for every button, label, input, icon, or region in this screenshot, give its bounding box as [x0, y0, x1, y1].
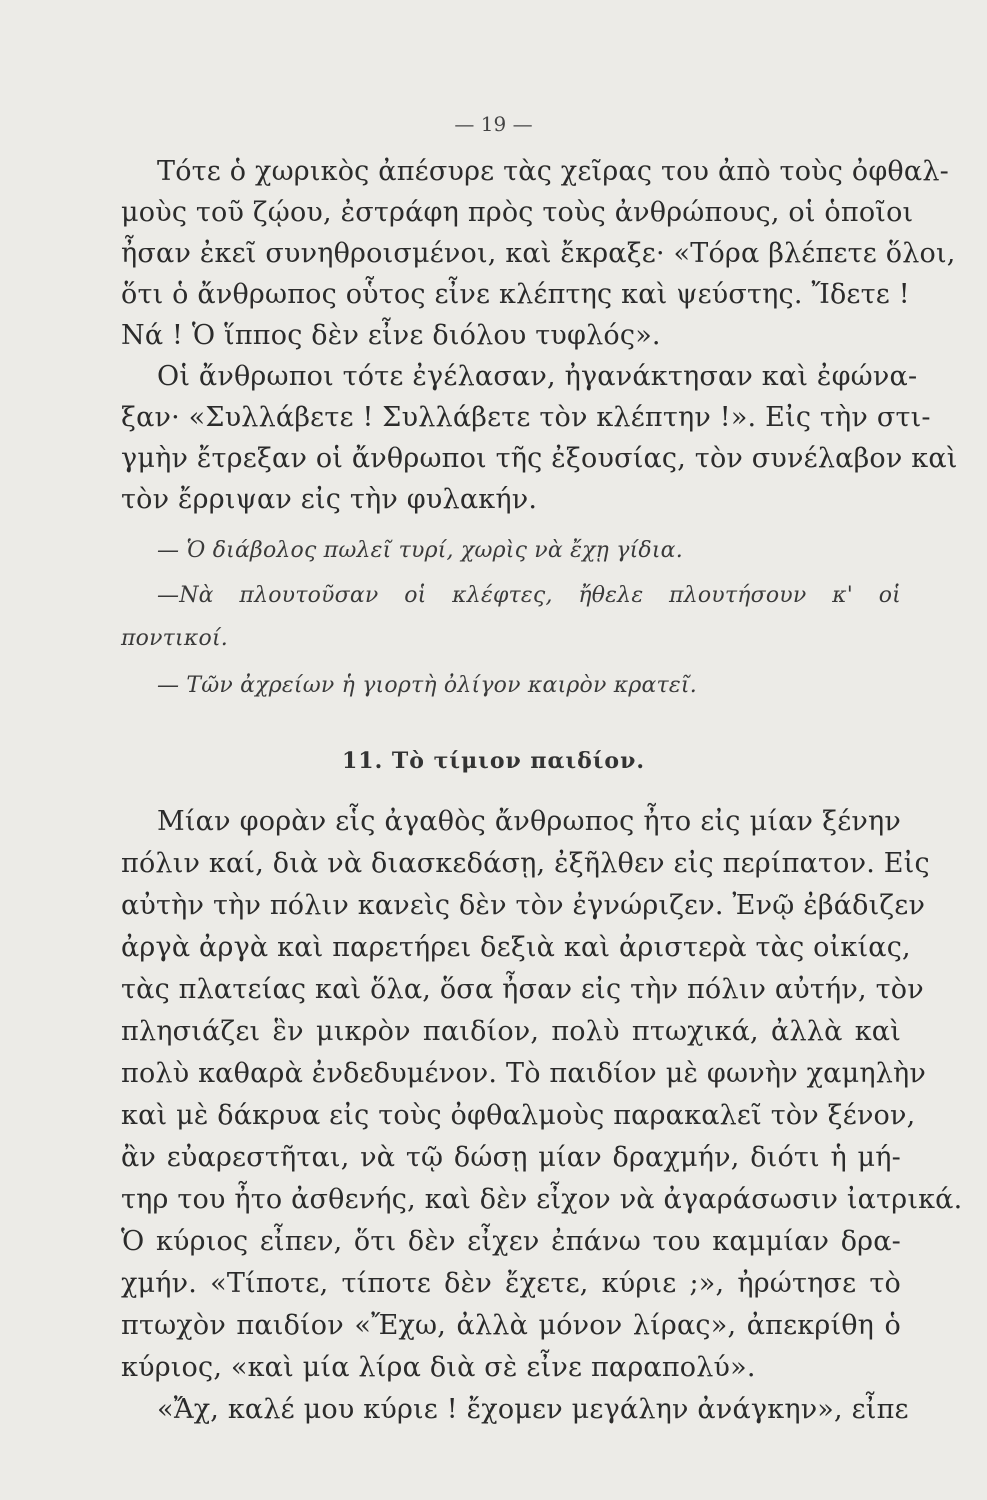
text-line: τηρ του ἦτο ἀσθενής, καὶ δὲν εἶχον νὰ ἀγαράσωσιν ἰατρικά.	[121, 1184, 963, 1215]
text-line: τὸν ἔρριψαν εἰς τὴν φυλακήν.	[121, 484, 538, 515]
text-line: πλησιάζει ἓν μικρὸν παιδίον, πολὺ πτωχικά, ἀλλὰ καὶ	[121, 1016, 901, 1047]
text-line: ἦσαν ἐκεῖ συνηθροισμένοι, καὶ ἔκραξε· «Τόρα βλέπετε ὅλοι,	[121, 238, 956, 269]
page-number: — 19 —	[454, 112, 533, 136]
text-line: πτωχὸν παιδίον «Ἔχω, ἀλλὰ μόνον λίρας», ἀπεκρίθη ὁ	[121, 1310, 901, 1341]
text-line: ὅτι ὁ ἄνθρωπος οὗτος εἶνε κλέπτης καὶ ψεύστης. Ἴδετε !	[121, 279, 910, 310]
text-line: Ὁ κύριος εἶπεν, ὅτι δὲν εἶχεν ἐπάνω του καμμίαν δρα-	[121, 1226, 901, 1257]
text-line: Νά ! Ὁ ἵππος δὲν εἶνε διόλου τυφλός».	[121, 320, 661, 351]
section-heading: 11. Τὸ τίμιον παιδίον.	[341, 748, 646, 774]
proverb-line: —Νὰ πλουτοῦσαν οἱ κλέφτες, ἤθελε πλουτήσουν κ' οἱ	[157, 583, 901, 608]
text-line: χμήν. «Τίποτε, τίποτε δὲν ἔχετε, κύριε ;», ἠρώτησε τὸ	[121, 1268, 901, 1299]
text-line: «Ἄχ, καλέ μου κύριε ! ἔχομεν μεγάλην ἀνάγκην», εἶπε	[157, 1394, 909, 1425]
text-line: ξαν· «Συλλάβετε ! Συλλάβετε τὸν κλέπτην !». Εἰς τὴν στι-	[121, 402, 931, 433]
text-line: ἂν εὐαρεστῆται, νὰ τῷ δώσῃ μίαν δραχμήν, διότι ἡ μή-	[121, 1142, 901, 1173]
text-line: πολὺ καθαρὰ ἐνδεδυμένον. Τὸ παιδίον μὲ φωνὴν χαμηλὴν	[121, 1058, 927, 1089]
proverb-line: — Τῶν ἀχρείων ἡ γιορτὴ ὀλίγον καιρὸν κρατεῖ.	[157, 673, 697, 698]
text-line: κύριος, «καὶ μία λίρα διὰ σὲ εἶνε παραπολύ».	[121, 1352, 756, 1383]
text-line: γμὴν ἔτρεξαν οἱ ἄνθρωποι τῆς ἐξουσίας, τὸν συνέλαβον καὶ	[121, 443, 958, 474]
text-line: Τότε ὁ χωρικὸς ἀπέσυρε τὰς χεῖρας του ἀπὸ τοὺς ὀφθαλ-	[157, 156, 949, 187]
text-line: Οἱ ἄνθρωποι τότε ἐγέλασαν, ἠγανάκτησαν καὶ ἐφώνα-	[157, 361, 918, 392]
text-line: αὐτὴν τὴν πόλιν κανεὶς δὲν τὸν ἐγνώριζεν. Ἐνῷ ἐβάδιζεν	[121, 890, 926, 921]
text-line: τὰς πλατείας καὶ ὅλα, ὅσα ἦσαν εἰς τὴν πόλιν αὐτήν, τὸν	[121, 974, 924, 1005]
text-line: ἀργὰ ἀργὰ καὶ παρετήρει δεξιὰ καὶ ἀριστερὰ τὰς οἰκίας,	[121, 932, 911, 963]
text-line: καὶ μὲ δάκρυα εἰς τοὺς ὀφθαλμοὺς παρακαλεῖ τὸν ξένον,	[121, 1100, 916, 1131]
text-line: μοὺς τοῦ ζῴου, ἐστράφη πρὸς τοὺς ἀνθρώπους, οἱ ὁποῖοι	[121, 197, 914, 228]
proverb-line: ποντικοί.	[121, 626, 228, 651]
proverb-line: — Ὁ διάβολος πωλεῖ τυρί, χωρὶς νὰ ἔχῃ γίδια.	[157, 538, 683, 563]
text-line: πόλιν καί, διὰ νὰ διασκεδάσῃ, ἐξῆλθεν εἰς περίπατον. Εἰς	[121, 848, 930, 879]
text-line: Μίαν φορὰν εἷς ἀγαθὸς ἄνθρωπος ἦτο εἰς μίαν ξένην	[157, 806, 901, 837]
